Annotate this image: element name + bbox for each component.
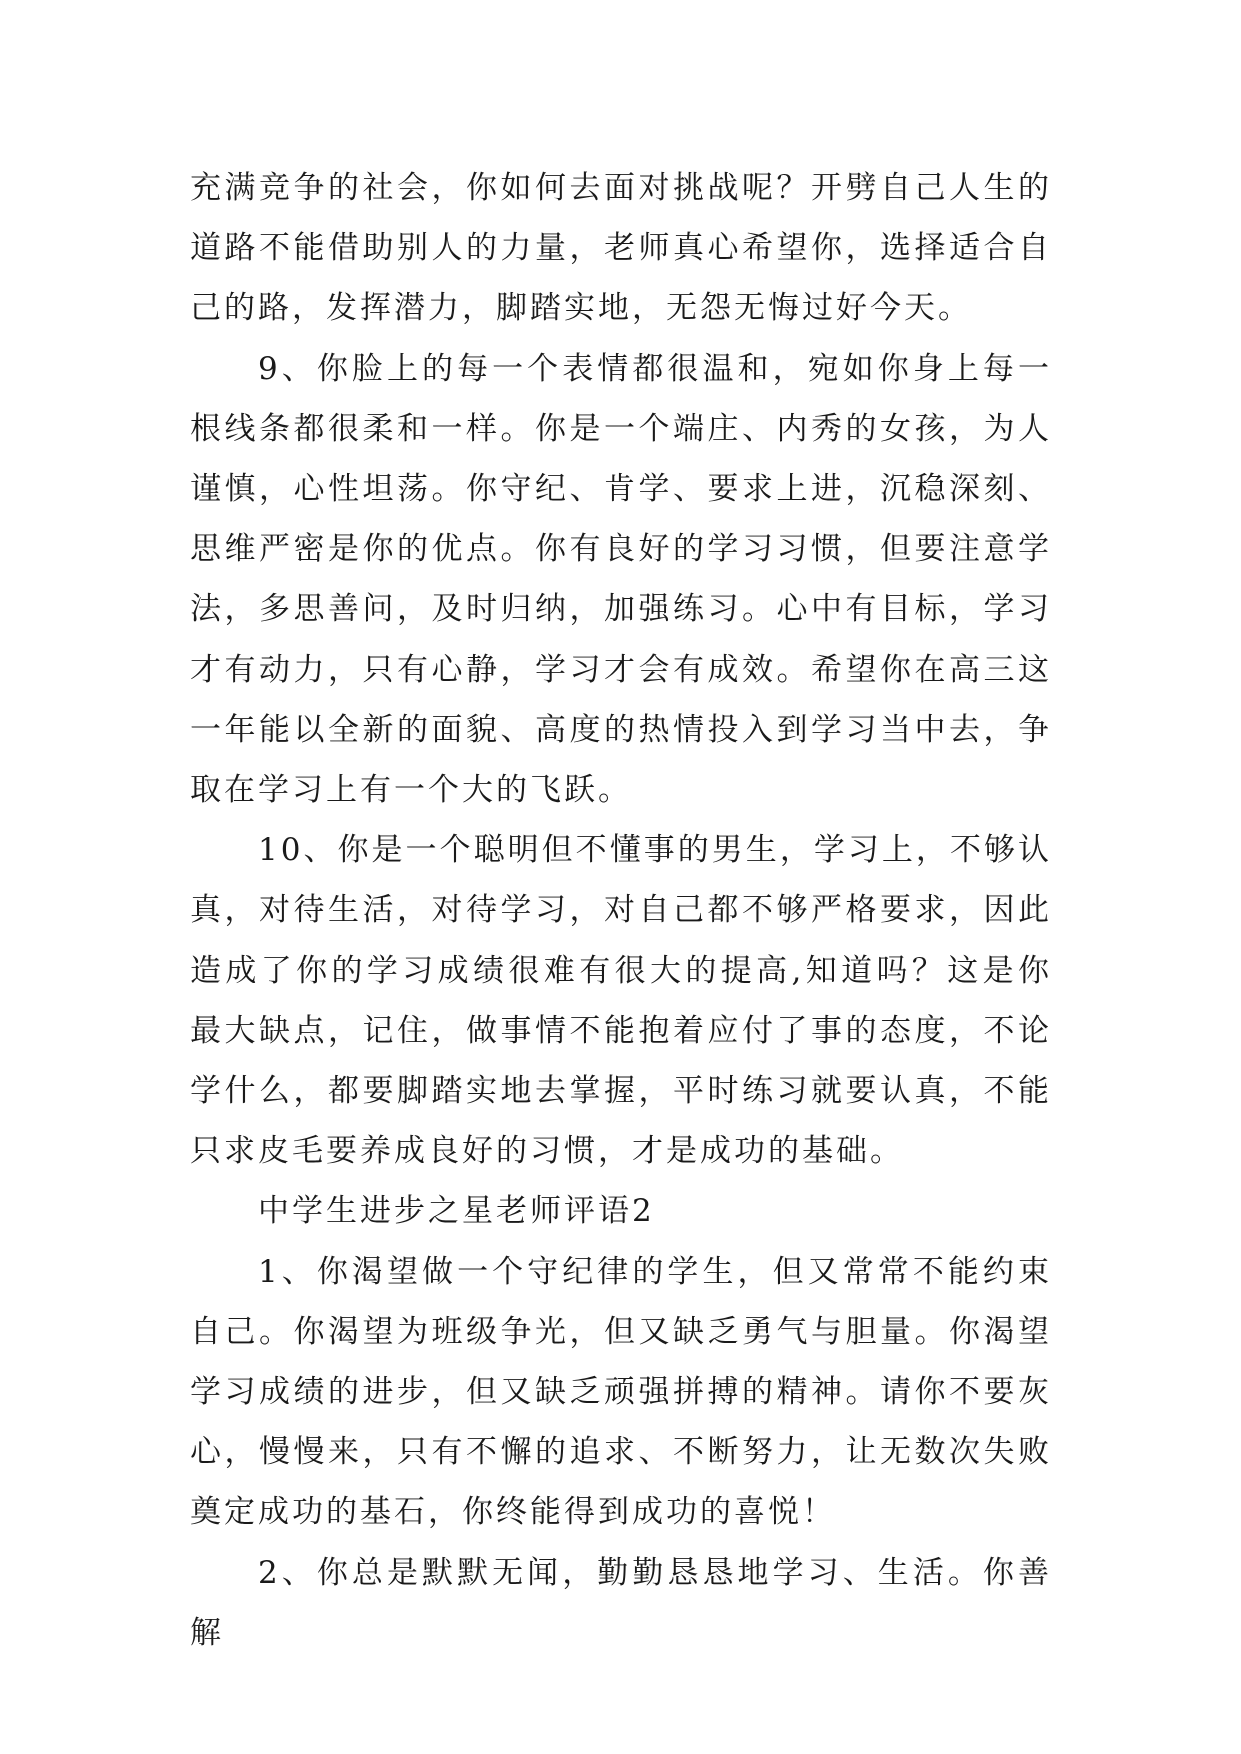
paragraph-section2-comment-1: 1、你渴望做一个守纪律的学生，但又常常不能约束自己。你渴望为班级争光，但又缺乏勇气与胆量。你渴望学习成绩的进步，但又缺乏顽强拼搏的精神。请你不要灰心，慢慢来，只有不懈的追求、不断努力，让无数次失败奠定成功的基石，你终能得到成功的喜悦！ xyxy=(190,1253,1052,1531)
paragraph-continuation: 充满竞争的社会，你如何去面对挑战呢？开劈自己人生的道路不能借助别人的力量，老师真心希望你，选择适合自己的路，发挥潜力，脚踏实地，无怨无悔过好今天。 xyxy=(190,170,1052,327)
paragraph-comment-10: 10、你是一个聪明但不懂事的男生，学习上，不够认真，对待生活，对待学习，对自己都不够严格要求，因此造成了你的学习成绩很难有很大的提高,知道吗？这是你最大缺点，记住，做事情不能抱着应付了事的态度，不论学什么，都要脚踏实地去掌握，平时练习就要认真，不能只求皮毛要养成良好的习惯，才是成功的基础。 xyxy=(190,832,1052,1170)
paragraph-comment-9: 9、你脸上的每一个表情都很温和，宛如你身上每一根线条都很柔和一样。你是一个端庄、内秀的女孩，为人谨慎，心性坦荡。你守纪、肯学、要求上进，沉稳深刻、思维严密是你的优点。你有良好的学习习惯，但要注意学法，多思善问，及时归纳，加强练习。心中有目标，学习才有动力，只有心静，学习才会有成效。希望你在高三这一年能以全新的面貌、高度的热情投入到学习当中去，争取在学习上有一个大的飞跃。 xyxy=(190,350,1052,809)
document-body xyxy=(190,158,1052,1663)
section-title: 中学生进步之星老师评语2 xyxy=(258,1193,655,1230)
paragraph-section2-comment-2: 2、你总是默默无闻，勤勤恳恳地学习、生活。你善解 xyxy=(190,1554,1052,1651)
